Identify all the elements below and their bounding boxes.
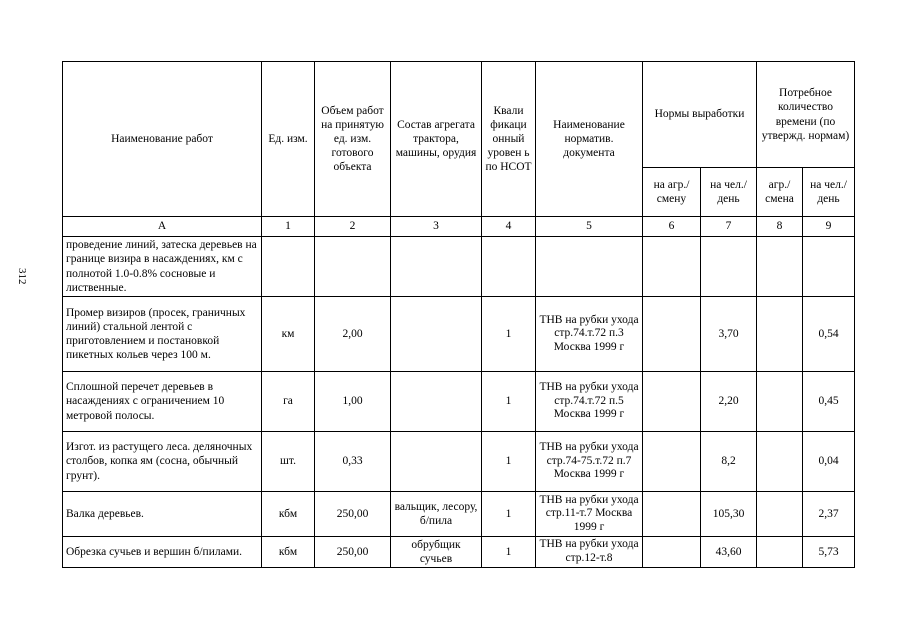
agr-shift-2-cell	[757, 297, 803, 372]
table-row	[63, 297, 855, 372]
index-cell: А	[63, 217, 262, 237]
person-day-2-cell: 0,45	[803, 372, 855, 432]
person-day-2-cell: 0,54	[803, 297, 855, 372]
person-day-cell: 8,2	[701, 432, 757, 492]
qualification-cell: 1	[482, 372, 536, 432]
table-row	[63, 492, 855, 537]
work-name-cell: Промер визиров (просек, граничных линий) стальной лентой с приготовлением и постановкой пикетных кольев через 100 м.	[63, 297, 262, 372]
aggregate-cell	[391, 372, 482, 432]
aggregate-cell	[391, 432, 482, 492]
person-day-cell: 3,70	[701, 297, 757, 372]
table-row	[63, 432, 855, 492]
person-day-cell: 2,20	[701, 372, 757, 432]
volume-cell	[315, 237, 391, 297]
aggregate-cell	[391, 297, 482, 372]
person-day-2-cell: 5,73	[803, 537, 855, 568]
header-aggregate: Состав агрегата трактора, машины, орудия	[391, 62, 482, 217]
header-volume: Объем работ на принятую ед. изм. готового объекта	[315, 62, 391, 217]
agr-shift-cell	[643, 432, 701, 492]
document-cell: ТНВ на рубки ухода стр.74.т.72 п.5 Москва 1999 г	[536, 372, 643, 432]
index-cell: 8	[757, 217, 803, 237]
agr-shift-2-cell	[757, 492, 803, 537]
index-cell: 4	[482, 217, 536, 237]
index-cell: 5	[536, 217, 643, 237]
qualification-cell: 1	[482, 432, 536, 492]
volume-cell: 1,00	[315, 372, 391, 432]
table-row	[63, 237, 855, 297]
column-index-row	[63, 217, 855, 237]
unit-cell: шт.	[262, 432, 315, 492]
qualification-cell: 1	[482, 537, 536, 568]
unit-cell: га	[262, 372, 315, 432]
work-norms-table	[62, 61, 855, 568]
header-person-day-2: на чел./ день	[803, 168, 855, 217]
agr-shift-cell	[643, 297, 701, 372]
work-name-cell: Валка деревьев.	[63, 492, 262, 537]
index-cell: 7	[701, 217, 757, 237]
unit-cell: км	[262, 297, 315, 372]
agr-shift-2-cell	[757, 237, 803, 297]
volume-cell: 250,00	[315, 537, 391, 568]
index-cell: 6	[643, 217, 701, 237]
aggregate-cell	[391, 237, 482, 297]
header-agr-shift: на агр./ смену	[643, 168, 701, 217]
work-name-cell: Сплошной перечет деревьев в насаждениях с ограничением 10 метровой полосы.	[63, 372, 262, 432]
aggregate-cell: обрубщик сучьев	[391, 537, 482, 568]
page-number: 312	[16, 268, 28, 285]
person-day-2-cell: 2,37	[803, 492, 855, 537]
qualification-cell: 1	[482, 492, 536, 537]
person-day-2-cell: 0,04	[803, 432, 855, 492]
header-unit: Ед. изм.	[262, 62, 315, 217]
index-cell: 1	[262, 217, 315, 237]
document-cell: ТНВ на рубки ухода стр.74.т.72 п.3 Москва 1999 г	[536, 297, 643, 372]
header-qualification: Квали фикаци онный уровен ь по НСОТ	[482, 62, 536, 217]
table-row	[63, 537, 855, 568]
index-cell: 9	[803, 217, 855, 237]
qualification-cell: 1	[482, 297, 536, 372]
agr-shift-2-cell	[757, 372, 803, 432]
unit-cell	[262, 237, 315, 297]
agr-shift-2-cell	[757, 432, 803, 492]
document-cell	[536, 237, 643, 297]
aggregate-cell: вальщик, лесору, б/пила	[391, 492, 482, 537]
work-name-cell: Обрезка сучьев и вершин б/пилами.	[63, 537, 262, 568]
work-name-cell: проведение линий, затеска деревьев на границе визира в насаждениях, км с полнотой 1.0-0.8% сосновые и лиственные.	[63, 237, 262, 297]
header-agr-shift-2: агр./ смена	[757, 168, 803, 217]
header-document: Наименование норматив. документа	[536, 62, 643, 217]
index-cell: 3	[391, 217, 482, 237]
person-day-2-cell	[803, 237, 855, 297]
volume-cell: 250,00	[315, 492, 391, 537]
person-day-cell: 105,30	[701, 492, 757, 537]
document-cell: ТНВ на рубки ухода стр.12-т.8	[536, 537, 643, 568]
agr-shift-cell	[643, 492, 701, 537]
header-time-required: Потребное количество времени (по утвержд. нормам)	[757, 62, 855, 168]
header-person-day: на чел./ день	[701, 168, 757, 217]
agr-shift-cell	[643, 537, 701, 568]
unit-cell: кбм	[262, 537, 315, 568]
table-row	[63, 372, 855, 432]
agr-shift-cell	[643, 237, 701, 297]
person-day-cell: 43,60	[701, 537, 757, 568]
index-cell: 2	[315, 217, 391, 237]
document-cell: ТНВ на рубки ухода стр.74-75.т.72 п.7 Москва 1999 г	[536, 432, 643, 492]
agr-shift-2-cell	[757, 537, 803, 568]
volume-cell: 0,33	[315, 432, 391, 492]
volume-cell: 2,00	[315, 297, 391, 372]
unit-cell: кбм	[262, 492, 315, 537]
header-name: Наименование работ	[63, 62, 262, 217]
agr-shift-cell	[643, 372, 701, 432]
header-norms: Нормы выработки	[643, 62, 757, 168]
qualification-cell	[482, 237, 536, 297]
header-row-1	[63, 62, 855, 168]
work-name-cell: Изгот. из растущего леса. деляночных столбов, копка ям (сосна, обычный грунт).	[63, 432, 262, 492]
person-day-cell	[701, 237, 757, 297]
document-cell: ТНВ на рубки ухода стр.11-т.7 Москва 1999 г	[536, 492, 643, 537]
